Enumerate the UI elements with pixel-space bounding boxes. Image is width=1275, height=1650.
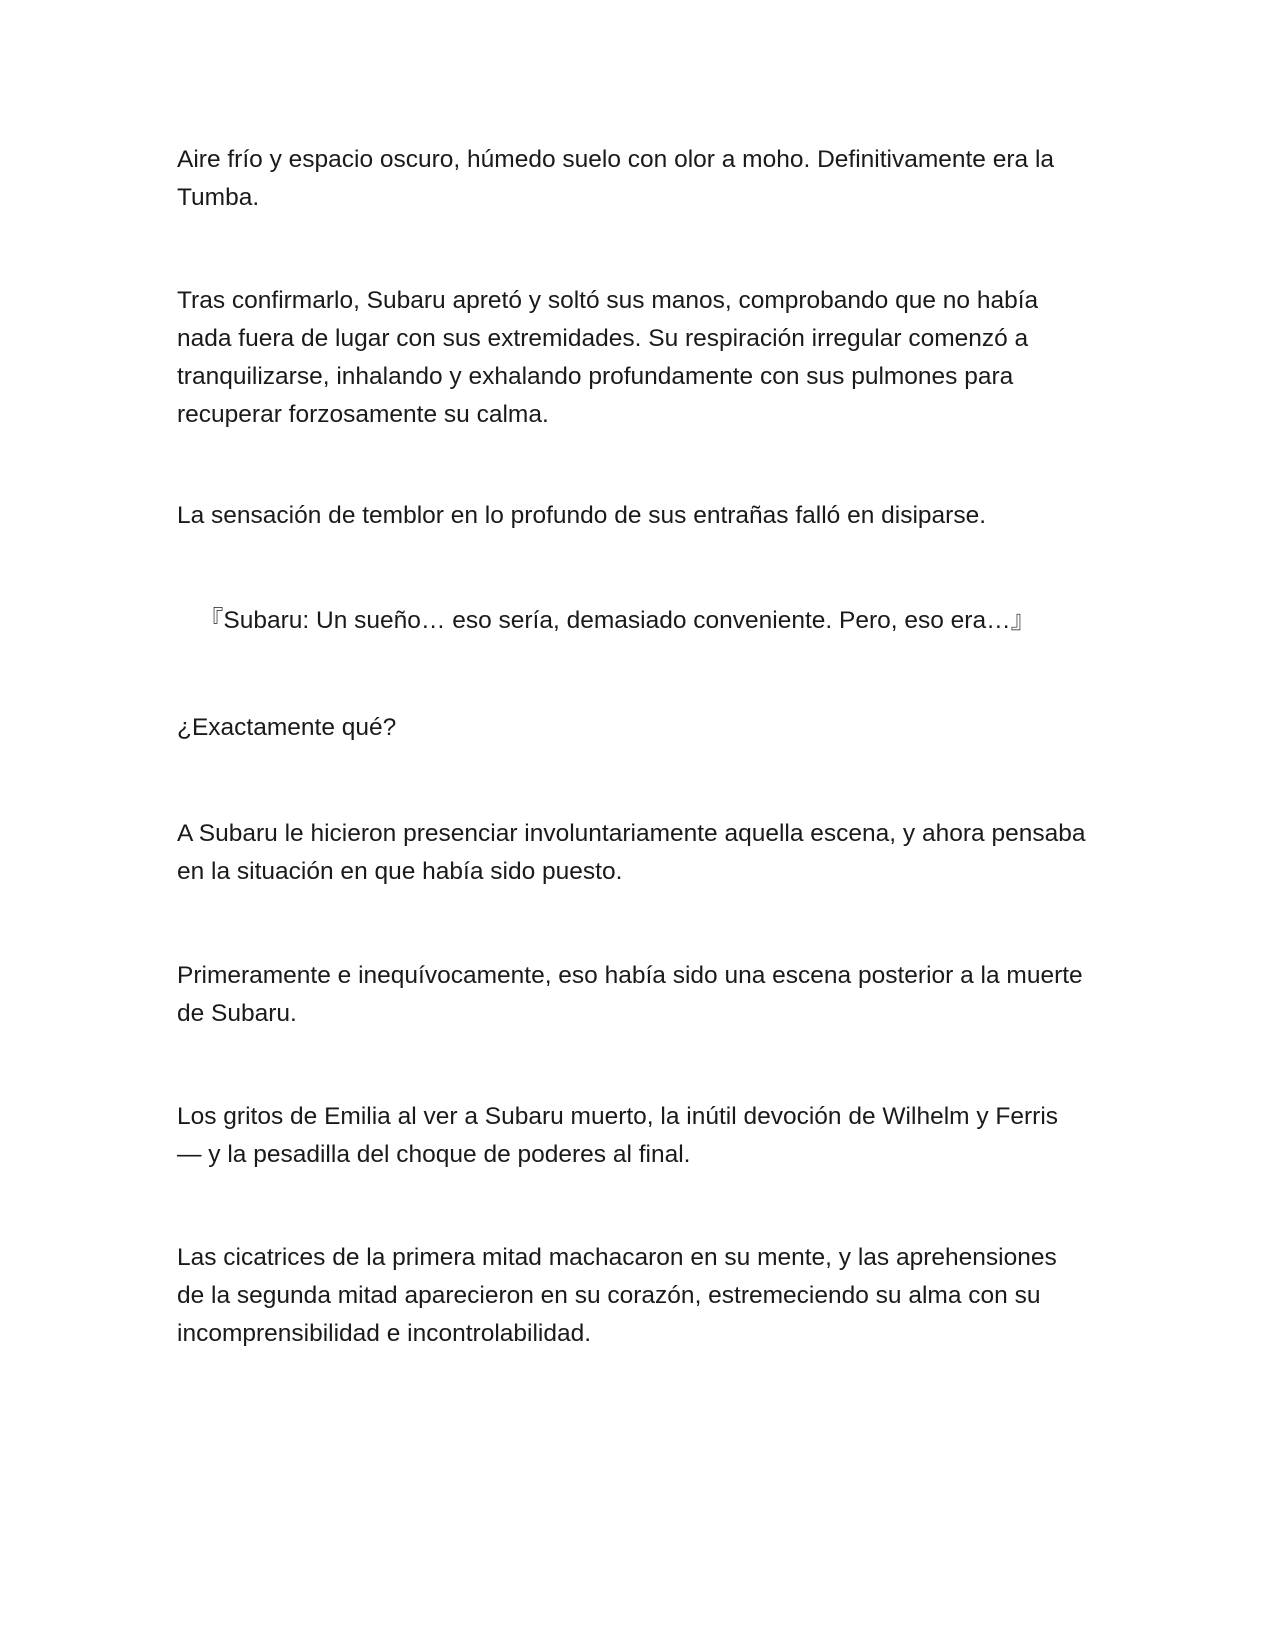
dialogue-line: 『Subaru: Un sueño… eso sería, demasiado conveniente. Pero, eso era…』: [198, 607, 1036, 634]
paragraph-confirmation: Tras confirmarlo, Subaru apretó y soltó sus manos, comprobando que no había nada fuera de lugar con sus extremidades. Su respiración irregular comenzó a tranquilizarse, inhalando y exhalando profundamente con sus pulmones para recuperar forzosamente su calma.: [177, 287, 1039, 428]
paragraph-screams: Los gritos de Emilia al ver a Subaru muerto, la inútil devoción de Wilhelm y Ferris — y la pesadilla del choque de poderes al final.: [177, 1103, 1059, 1168]
paragraph-scene: A Subaru le hicieron presenciar involuntariamente aquella escena, y ahora pensaba en la situación en que había sido puesto.: [177, 820, 1086, 885]
paragraph-scars: Las cicatrices de la primera mitad machacaron en su mente, y las aprehensiones de la segunda mitad aparecieron en su corazón, estremeciendo su alma con su incomprensibilidad e incontrolabilidad.: [177, 1244, 1057, 1347]
paragraph-question: ¿Exactamente qué?: [177, 714, 397, 741]
paragraph-death: Primeramente e inequívocamente, eso había sido una escena posterior a la muerte de Subaru.: [177, 962, 1083, 1027]
paragraph-tomb: Aire frío y espacio oscuro, húmedo suelo con olor a moho. Definitivamente era la Tumba.: [177, 146, 1055, 211]
paragraph-trembling: La sensación de temblor en lo profundo de sus entrañas falló en disiparse.: [177, 502, 987, 529]
